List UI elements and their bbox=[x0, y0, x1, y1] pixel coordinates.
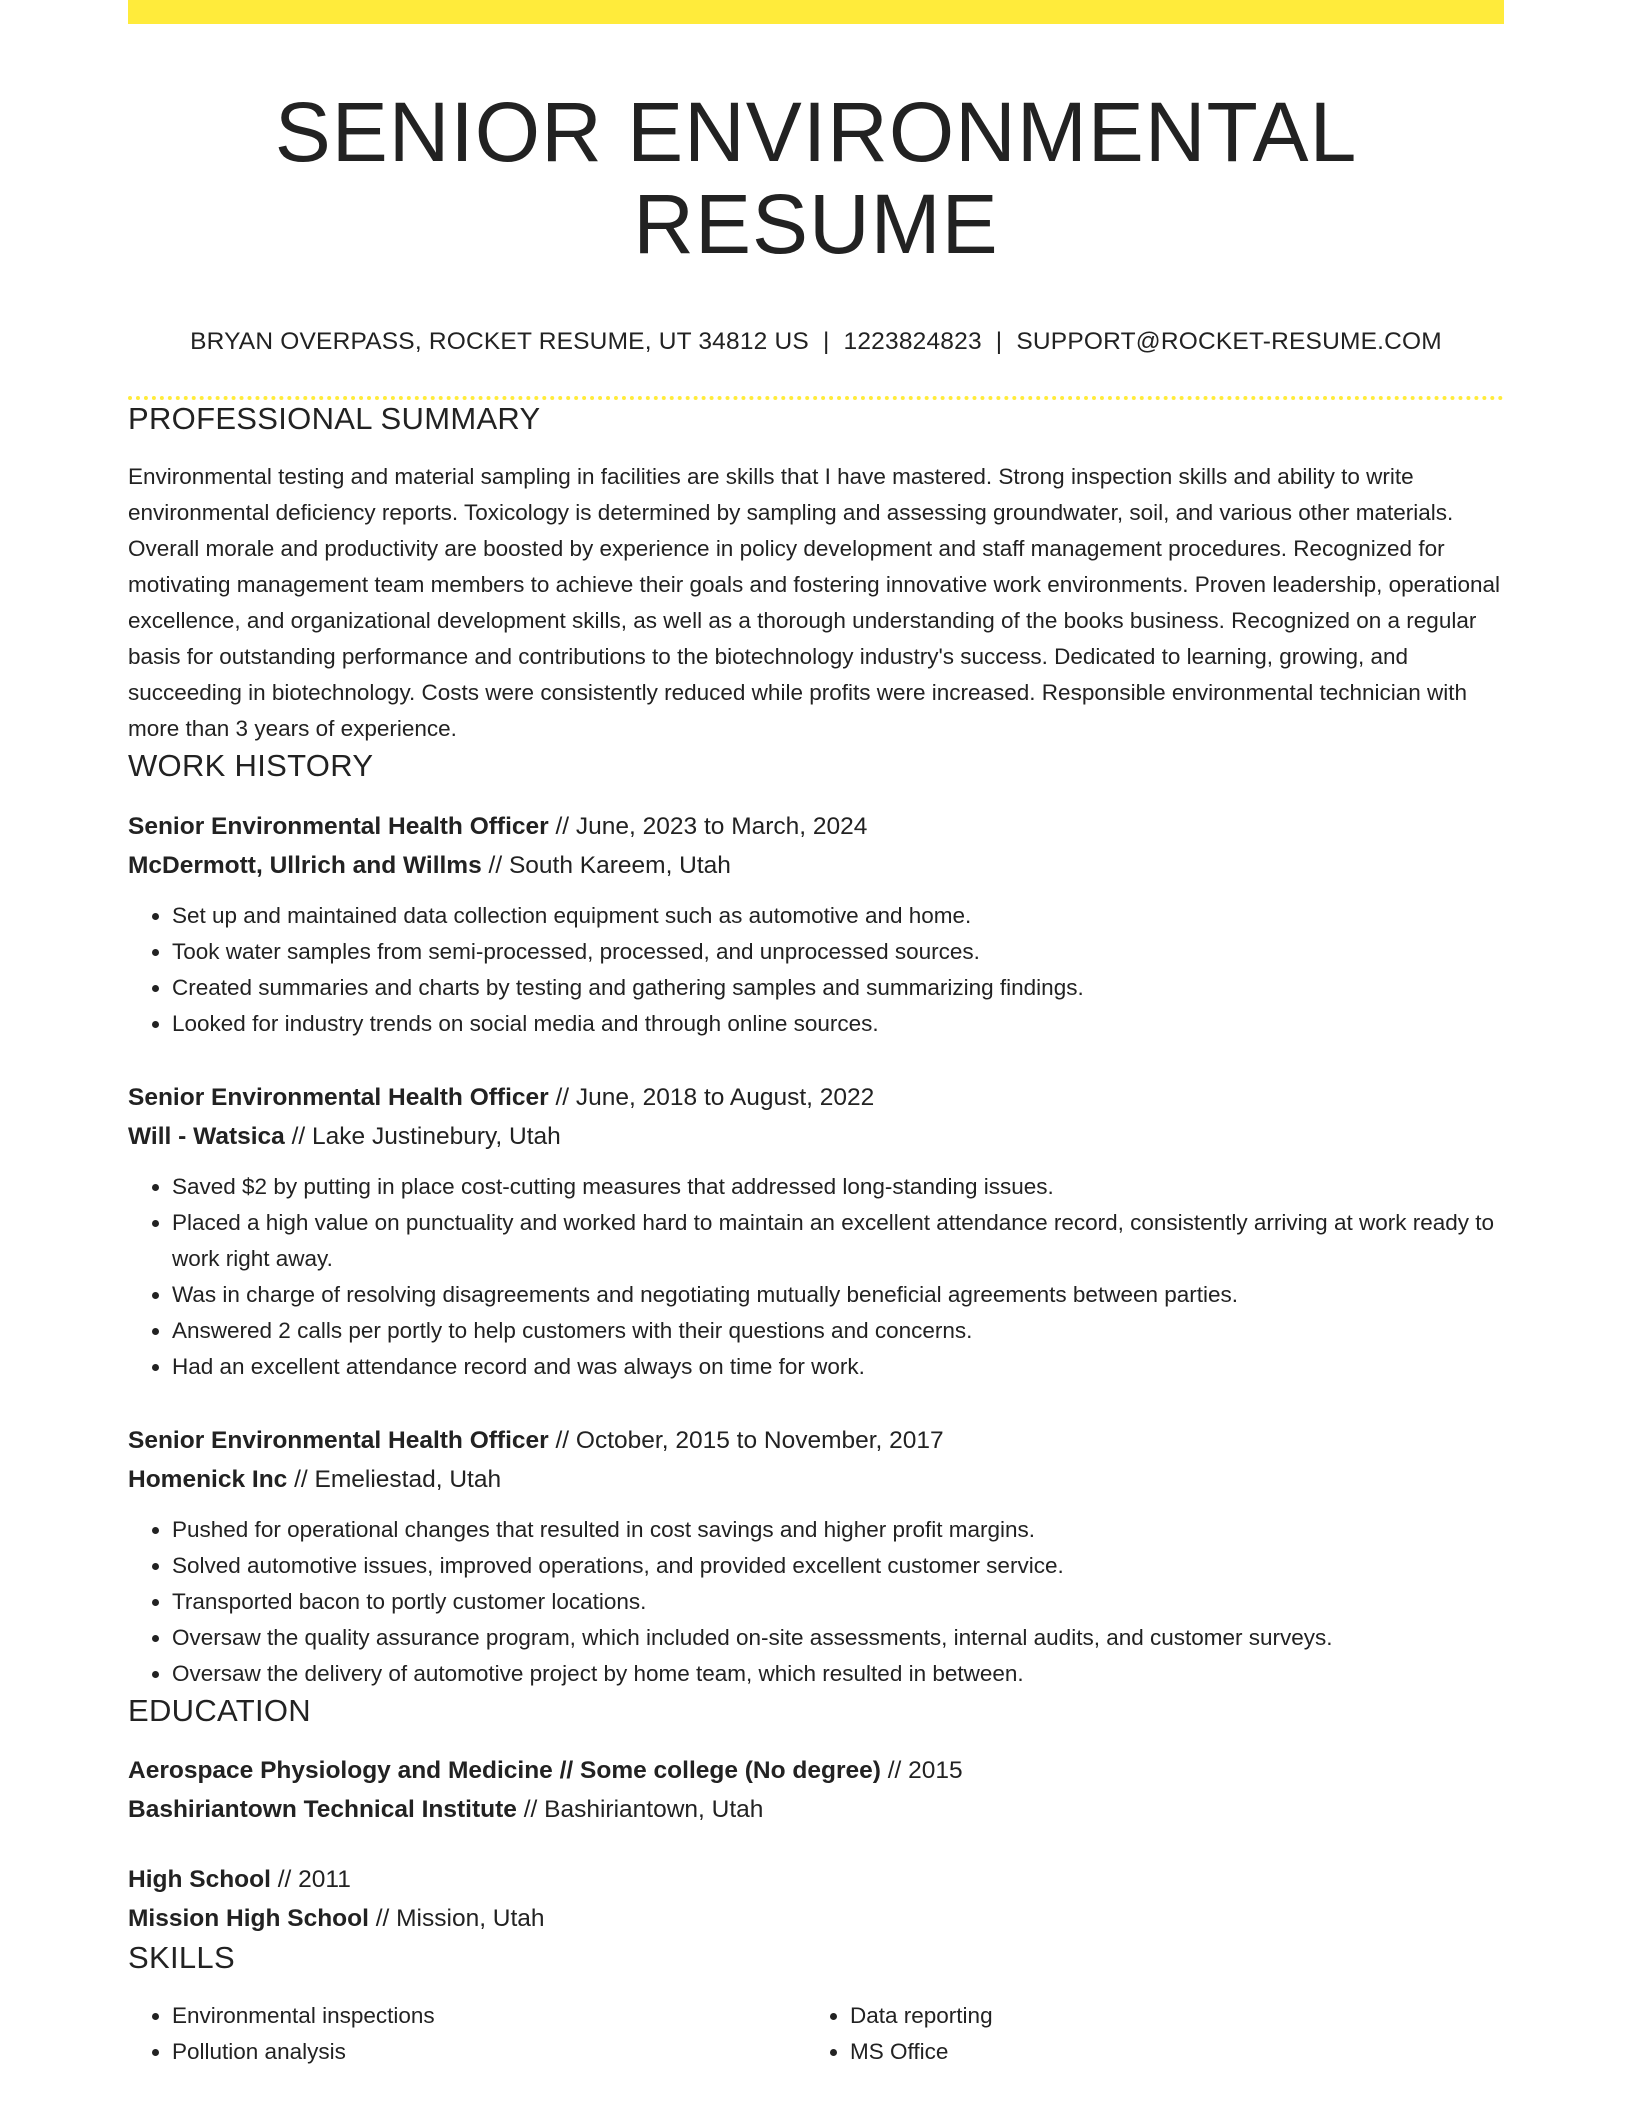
job-title: Senior Environmental Health Officer bbox=[128, 812, 549, 840]
job-bullet: • Looked for industry trends on social media and through online sources. bbox=[172, 1006, 1504, 1042]
job-company: Will - Watsica bbox=[128, 1122, 285, 1150]
job-bullet: • Pushed for operational changes that resulted in cost savings and higher profit margins. bbox=[172, 1512, 1504, 1548]
job-entry bbox=[128, 807, 1504, 1042]
skills-columns bbox=[128, 1998, 1504, 2070]
job-entry bbox=[128, 1078, 1504, 1385]
job-bullet: • Transported bacon to portly customer locations. bbox=[172, 1584, 1504, 1620]
job-location: // Lake Justinebury, Utah bbox=[284, 1122, 561, 1150]
job-bullet: • Oversaw the delivery of automotive project by home team, which resulted in between. bbox=[172, 1656, 1504, 1692]
education-degree-line bbox=[128, 1751, 1504, 1791]
education-school-line bbox=[128, 1899, 1504, 1939]
summary-heading: PROFESSIONAL SUMMARY bbox=[128, 401, 541, 437]
education-entry bbox=[128, 1860, 1504, 1939]
job-entry bbox=[128, 1421, 1504, 1692]
job-dates: // October, 2015 to November, 2017 bbox=[548, 1426, 944, 1454]
education-degree: High School bbox=[128, 1865, 271, 1893]
education-school: Mission High School bbox=[128, 1904, 369, 1932]
job-bullet: • Answered 2 calls per portly to help customers with their questions and concerns. bbox=[172, 1313, 1504, 1349]
job-bullet: • Solved automotive issues, improved operations, and provided excellent customer service. bbox=[172, 1548, 1504, 1584]
job-company-line bbox=[128, 846, 1504, 886]
skill-item: • Data reporting bbox=[850, 1998, 1484, 2034]
contact-separator: | bbox=[995, 327, 1003, 355]
job-bullets bbox=[128, 898, 1504, 1042]
job-company: Homenick Inc bbox=[128, 1465, 288, 1493]
job-bullet: • Had an excellent attendance record and was always on time for work. bbox=[172, 1349, 1504, 1385]
job-bullet: • Was in charge of resolving disagreements and negotiating mutually beneficial agreements between parties. bbox=[172, 1277, 1504, 1313]
education-heading: EDUCATION bbox=[128, 1692, 311, 1728]
job-company-line bbox=[128, 1460, 1504, 1500]
job-bullet: • Oversaw the quality assurance program, which included on-site assessments, internal audits, and customer surveys. bbox=[172, 1620, 1504, 1656]
job-company: McDermott, Ullrich and Willms bbox=[128, 851, 482, 879]
job-title-line bbox=[128, 807, 1504, 847]
job-title: Senior Environmental Health Officer bbox=[128, 1426, 549, 1454]
skill-item: • MS Office bbox=[850, 2034, 1484, 2070]
education-year: // 2011 bbox=[270, 1865, 351, 1893]
skill-item: • Environmental inspections bbox=[172, 1998, 806, 2034]
job-company-line bbox=[128, 1117, 1504, 1157]
job-bullet: • Created summaries and charts by testing and gathering samples and summarizing findings. bbox=[172, 970, 1504, 1006]
education-school-line bbox=[128, 1790, 1504, 1830]
work-history-heading: WORK HISTORY bbox=[128, 748, 374, 784]
job-bullets bbox=[128, 1512, 1504, 1692]
education-location: // Mission, Utah bbox=[368, 1904, 545, 1932]
job-bullets bbox=[128, 1169, 1504, 1385]
job-bullet: • Saved $2 by putting in place cost-cutting measures that addressed long-standing issues. bbox=[172, 1169, 1504, 1205]
accent-bar bbox=[128, 0, 1504, 24]
education-school: Bashiriantown Technical Institute bbox=[128, 1795, 517, 1823]
skill-item: • Pollution analysis bbox=[172, 2034, 806, 2070]
job-bullet: • Took water samples from semi-processed, processed, and unprocessed sources. bbox=[172, 934, 1504, 970]
resume-page bbox=[128, 0, 1504, 2112]
contact-address: BRYAN OVERPASS, ROCKET RESUME, UT 34812 US bbox=[190, 327, 809, 355]
job-location: // South Kareem, Utah bbox=[481, 851, 731, 879]
education-entry bbox=[128, 1751, 1504, 1830]
job-dates: // June, 2023 to March, 2024 bbox=[548, 812, 868, 840]
job-dates: // June, 2018 to August, 2022 bbox=[548, 1083, 875, 1111]
education-year: // 2015 bbox=[880, 1756, 963, 1784]
job-bullet: • Placed a high value on punctuality and worked hard to maintain an excellent attendance record, consistently arriving at work ready to work right away. bbox=[172, 1205, 1504, 1277]
skills-heading: SKILLS bbox=[128, 1939, 235, 1975]
job-bullet: • Set up and maintained data collection equipment such as automotive and home. bbox=[172, 898, 1504, 934]
contact-phone: 1223824823 bbox=[843, 327, 982, 355]
contact-separator: | bbox=[822, 327, 830, 355]
job-title-line bbox=[128, 1078, 1504, 1118]
education-degree: Aerospace Physiology and Medicine // Some college (No degree) bbox=[128, 1756, 881, 1784]
education-degree-line bbox=[128, 1860, 1504, 1900]
contact-email: SUPPORT@ROCKET-RESUME.COM bbox=[1016, 327, 1442, 355]
contact-line bbox=[128, 327, 1504, 356]
job-title-line bbox=[128, 1421, 1504, 1461]
skills-list-right bbox=[806, 1998, 1484, 2070]
skills-list-left bbox=[128, 1998, 806, 2070]
education-location: // Bashiriantown, Utah bbox=[516, 1795, 764, 1823]
resume-title: SENIOR ENVIRONMENTAL RESUME bbox=[274, 85, 1358, 272]
job-title: Senior Environmental Health Officer bbox=[128, 1083, 549, 1111]
summary-text: Environmental testing and material sampling in facilities are skills that I have mastered. Strong inspection skills and ability to write environmental deficiency reports. Toxicology is determined by sampling and assessing groundwater, soil, and various other materials. Overall morale and productivity are boosted by experience in policy development and staff management procedures. Recognized for motivating management team members to achieve their goals and fostering innovative work environments. Proven leadership, operational excellence, and organizational development skills, as well as a thorough understanding of the books business. Recognized on a regular basis for outstanding performance and contributions to the biotechnology industry's success. Dedicated to learning, growing, and succeeding in biotechnology. Costs were consistently reduced while profits were increased. Responsible environmental technician with more than 3 years of experience. bbox=[128, 464, 1500, 742]
job-location: // Emeliestad, Utah bbox=[287, 1465, 502, 1493]
